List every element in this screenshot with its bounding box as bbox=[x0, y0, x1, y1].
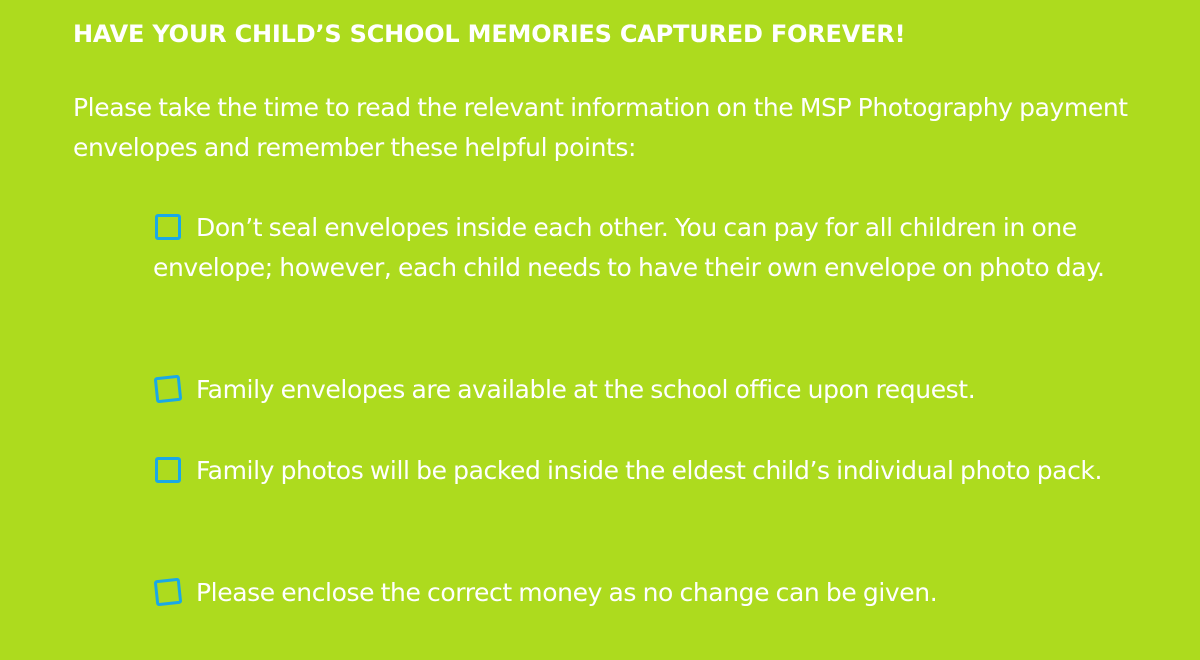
checklist-item-text: Don’t seal envelopes inside each other. You can pay for all children in one envelope; however, each child needs to have their own envelope on photo day. bbox=[153, 213, 1105, 282]
checklist-item bbox=[153, 573, 1193, 613]
checkbox-icon bbox=[154, 375, 183, 404]
checkbox-icon bbox=[154, 578, 183, 607]
checklist-item bbox=[153, 451, 1193, 491]
checklist-item-text: Family photos will be packed inside the eldest child’s individual photo pack. bbox=[196, 456, 1103, 485]
checklist-item bbox=[153, 208, 1193, 288]
checklist-item bbox=[153, 370, 1193, 410]
intro-paragraph: Please take the time to read the relevant information on the MSP Photography payment envelopes and remember these helpful points: bbox=[73, 93, 1128, 162]
checklist-item-text: Please enclose the correct money as no change can be given. bbox=[196, 578, 938, 607]
checklist-item-text: Family envelopes are available at the school office upon request. bbox=[196, 375, 976, 404]
checkbox-icon bbox=[155, 214, 181, 240]
page-heading: HAVE YOUR CHILD’S SCHOOL MEMORIES CAPTURED FOREVER! bbox=[73, 20, 906, 48]
checkbox-icon bbox=[155, 457, 181, 483]
